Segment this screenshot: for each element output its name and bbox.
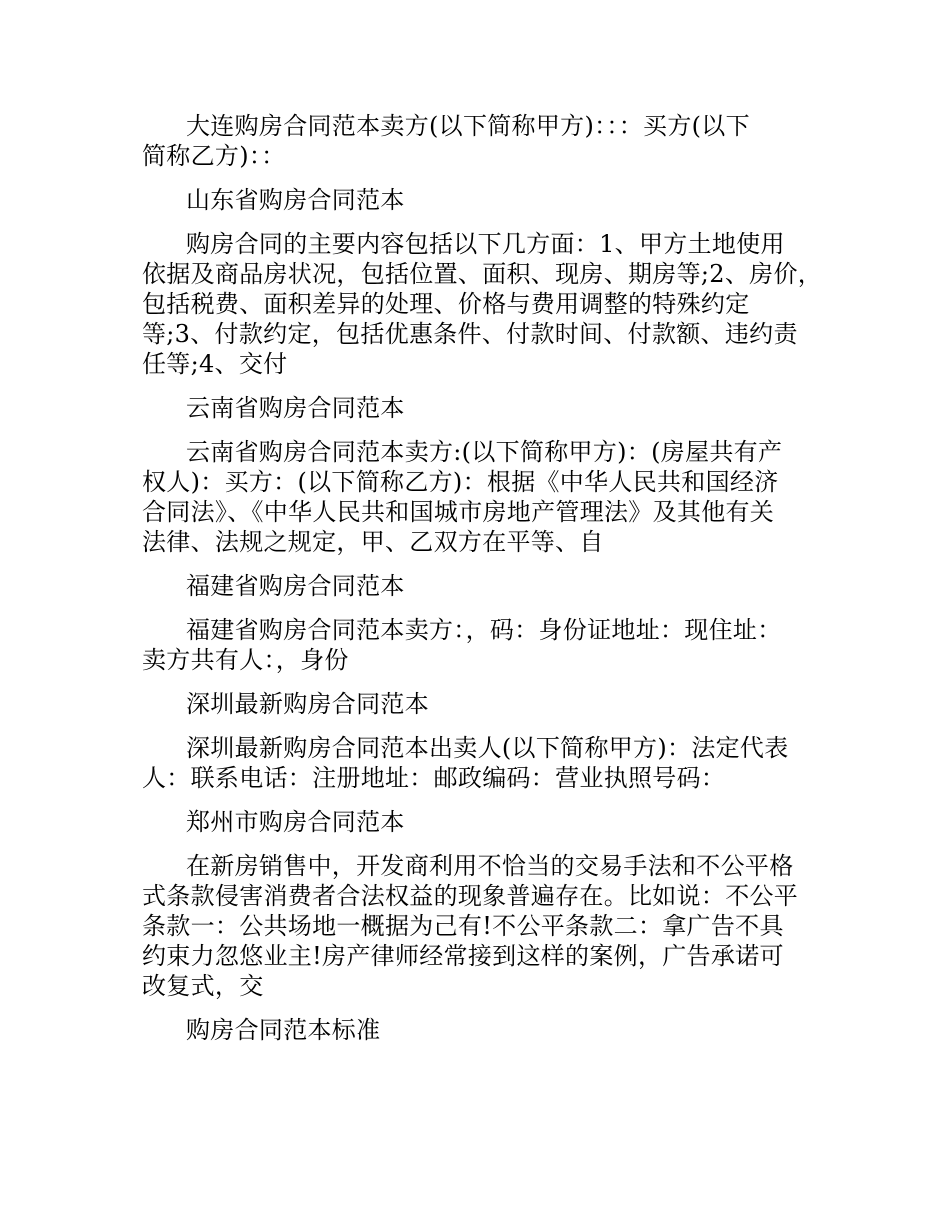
text-line: 任等;4、交付 xyxy=(142,350,288,378)
paragraph-shenzhen-contract xyxy=(142,733,832,793)
text-line: 式条款侵害消费者合法权益的现象普遍存在。比如说：不公平 xyxy=(142,882,799,910)
text-line: 简称乙方)：： xyxy=(142,142,286,170)
paragraph-fujian-contract xyxy=(142,615,832,675)
heading-zhengzhou xyxy=(142,807,832,837)
text-line: 包括税费、面积差异的处理、价格与费用调整的特殊约定 xyxy=(142,290,750,318)
text-line: 人：联系电话：注册地址：邮政编码：营业执照号码： xyxy=(142,764,726,792)
text-line: 大连购房合同范本卖方(以下简称甲方)：：：买方(以下 xyxy=(186,112,750,140)
heading-standard-template xyxy=(142,1015,832,1045)
text-line: 法律、法规之规定，甲、乙双方在平等、自 xyxy=(142,528,604,556)
heading-text: 福建省购房合同范本 xyxy=(186,572,405,600)
heading-text: 深圳最新购房合同范本 xyxy=(186,690,429,718)
text-line: 卖方共有人：，身份 xyxy=(142,646,349,674)
paragraph-unfair-terms xyxy=(142,851,832,1001)
document-body xyxy=(142,111,832,1059)
heading-fujian xyxy=(142,571,832,601)
text-line: 福建省购房合同范本卖方：，码：身份证地址：现住址： xyxy=(186,616,782,644)
heading-shenzhen xyxy=(142,689,832,719)
paragraph-contract-contents xyxy=(142,229,832,379)
text-line: 约束力忽悠业主!房产律师经常接到这样的案例，广告承诺可 xyxy=(142,942,784,970)
heading-text: 云南省购房合同范本 xyxy=(186,394,405,422)
text-line: 等;3、付款约定，包括优惠条件、付款时间、付款额、违约责 xyxy=(142,320,798,348)
text-line: 云南省购房合同范本卖方:(以下简称甲方)：(房屋共有产 xyxy=(186,438,783,466)
heading-yunnan xyxy=(142,393,832,423)
heading-text: 郑州市购房合同范本 xyxy=(186,808,405,836)
text-line: 在新房销售中，开发商利用不恰当的交易手法和不公平格 xyxy=(186,852,794,880)
text-line: 深圳最新购房合同范本出卖人(以下简称甲方)：法定代表 xyxy=(186,734,789,762)
text-line: 合同法》、《中华人民共和国城市房地产管理法》及其他有关 xyxy=(142,498,775,526)
heading-shandong xyxy=(142,185,832,215)
text-line: 购房合同的主要内容包括以下几方面：1、甲方土地使用 xyxy=(186,230,785,258)
text-line: 改复式，交 xyxy=(142,972,264,1000)
text-line: 权人)：买方：(以下简称乙方)：根据《中华人民共和国经济 xyxy=(142,468,779,496)
text-line: 条款一：公共场地一概据为己有!不公平条款二：拿广告不具 xyxy=(142,912,784,940)
heading-text: 购房合同范本标准 xyxy=(186,1016,381,1044)
text-line: 依据及商品房状况，包括位置、面积、现房、期房等;2、房价， xyxy=(142,260,823,288)
paragraph-yunnan-contract xyxy=(142,437,832,557)
heading-text: 山东省购房合同范本 xyxy=(186,186,405,214)
paragraph-dalian-contract xyxy=(142,111,832,171)
